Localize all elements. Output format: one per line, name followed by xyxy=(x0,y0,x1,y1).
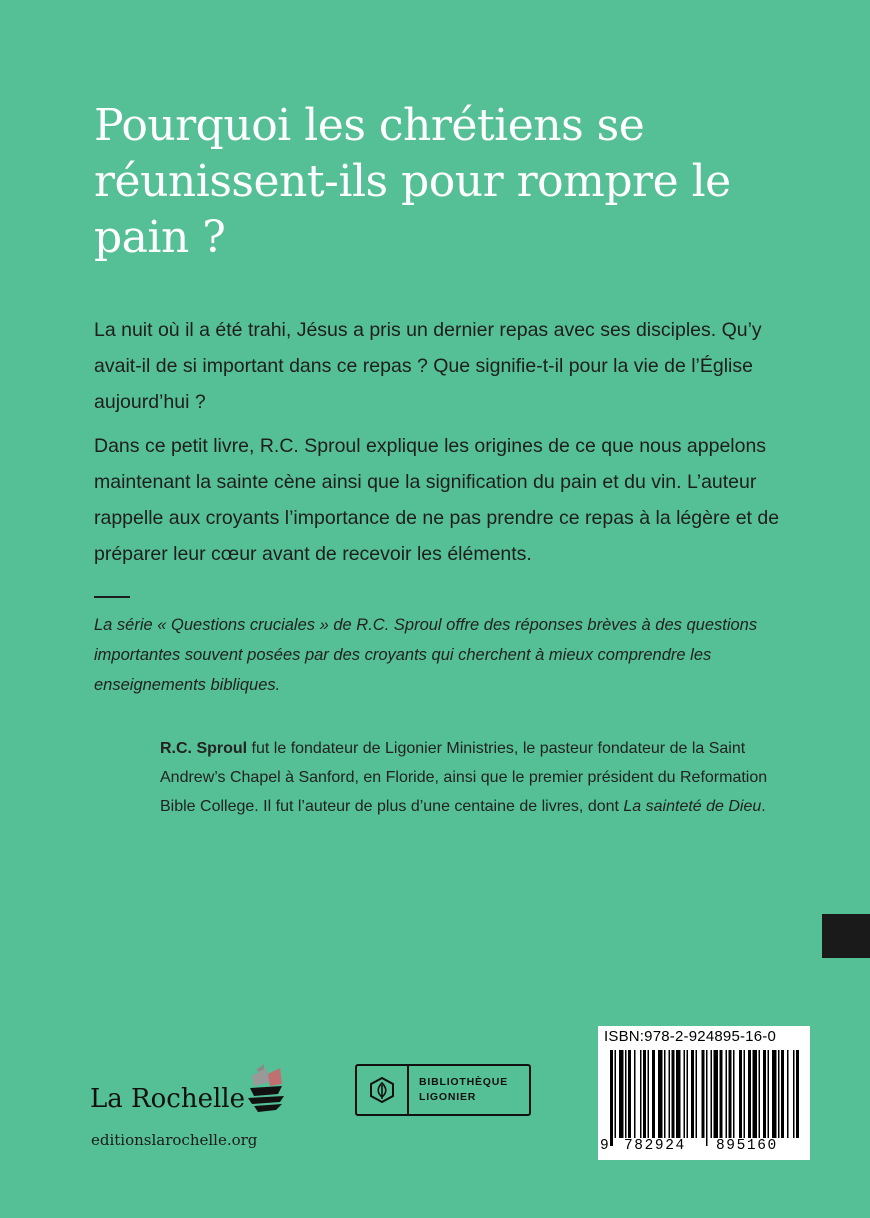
section-divider xyxy=(94,596,130,598)
barcode-bar xyxy=(778,1050,780,1138)
publisher-name: La Rochelle xyxy=(90,1084,245,1114)
barcode-digit-first: 9 xyxy=(600,1138,611,1154)
barcode-digits-right: 895160 xyxy=(716,1138,778,1154)
book-title: La sainteté de Dieu xyxy=(623,798,762,815)
bio-end: . xyxy=(761,798,766,815)
barcode-bar xyxy=(796,1050,799,1138)
barcode-bar xyxy=(619,1050,624,1138)
barcode-bar xyxy=(759,1050,761,1138)
barcode-bar xyxy=(640,1050,642,1138)
barcode-bar xyxy=(739,1050,742,1138)
imprint-line-1: BIBLIOTHÈQUE xyxy=(419,1076,508,1088)
barcode-bar xyxy=(696,1050,698,1138)
barcode-bar xyxy=(672,1050,675,1138)
barcode-bar xyxy=(691,1050,694,1138)
barcode-bar xyxy=(676,1050,681,1138)
barcode-bar xyxy=(643,1050,646,1138)
barcode-bar xyxy=(748,1050,751,1138)
series-note: La série « Questions cruciales » de R.C. Sproul offre des réponses brèves à des questions importantes souvent posées par des croyants qui cherchent à mieux comprendre les enseignements bibliques. xyxy=(94,616,758,694)
author-bio xyxy=(160,734,790,821)
barcode-digits-left: 782924 xyxy=(624,1138,686,1154)
barcode-bar xyxy=(720,1050,723,1138)
barcode-bar xyxy=(714,1050,719,1138)
barcode-bar xyxy=(706,1050,708,1146)
barcode-bar xyxy=(684,1050,686,1138)
barcode-bar xyxy=(787,1050,789,1138)
barcode-bar xyxy=(658,1050,663,1138)
barcode-bar xyxy=(702,1050,705,1138)
barcode-bar xyxy=(781,1050,784,1138)
barcode-bar xyxy=(648,1050,650,1138)
barcode-bar xyxy=(652,1050,655,1138)
imprint-line-2: LIGONIER xyxy=(419,1091,477,1103)
barcode-bar xyxy=(733,1050,735,1138)
barcode-bar xyxy=(634,1050,636,1138)
summary-paragraph: Dans ce petit livre, R.C. Sproul explique les origines de ce que nous appelons maintenant la sainte cène ainsi que la signification du pain et du vin. L’auteur rappelle aux croyants l’importance de ne pas prendre ce repas à la légère et de préparer leur cœur avant de recevoir les éléments. xyxy=(94,435,780,565)
publisher-ship-logo xyxy=(242,1056,294,1118)
author-name: R.C. Sproul xyxy=(160,740,248,757)
barcode-bar xyxy=(664,1050,666,1138)
bio-text: fut le fondateur de Ligonier Ministries, le pasteur fondateur de la Saint Andrew’s Chapel à Sanford, en Floride, ainsi que le premier président du Reformation Bible College. Il fut l’auteur de plus d’une centaine de livres, dont xyxy=(160,740,768,815)
barcode-bar xyxy=(628,1050,631,1138)
barcode-bar xyxy=(768,1050,770,1138)
barcode-bar xyxy=(744,1050,746,1138)
barcode-bar xyxy=(763,1050,766,1138)
intro-paragraph: La nuit où il a été trahi, Jésus a pris un dernier repas avec ses disciples. Qu’y avait-il de si important dans ce repas ? Que signifie-t-il pour la vie de l’Église aujourd’hui ? xyxy=(94,319,762,413)
ligonier-imprint-logo xyxy=(355,1064,531,1116)
headline: Pourquoi les chrétiens se réunissent-ils pour rompre le pain ? xyxy=(94,100,731,263)
ligonier-tree-icon xyxy=(357,1066,409,1114)
publisher-url[interactable]: editionslarochelle.org xyxy=(91,1131,258,1149)
barcode-bar xyxy=(687,1050,689,1138)
barcode-bar xyxy=(711,1050,713,1138)
barcode-bar xyxy=(669,1050,671,1138)
barcode-bar xyxy=(753,1050,758,1138)
edge-tab xyxy=(822,914,870,958)
barcode-bars xyxy=(610,1050,802,1146)
isbn-label: ISBN:978-2-924895-16-0 xyxy=(604,1028,777,1045)
isbn-barcode xyxy=(598,1026,810,1160)
barcode-bar xyxy=(625,1050,627,1138)
barcode-bar xyxy=(729,1050,732,1138)
barcode-bar xyxy=(615,1050,617,1138)
barcode-bar xyxy=(793,1050,795,1138)
barcode-bar xyxy=(610,1050,613,1146)
barcode-bar xyxy=(772,1050,777,1138)
barcode-bar xyxy=(726,1050,728,1138)
